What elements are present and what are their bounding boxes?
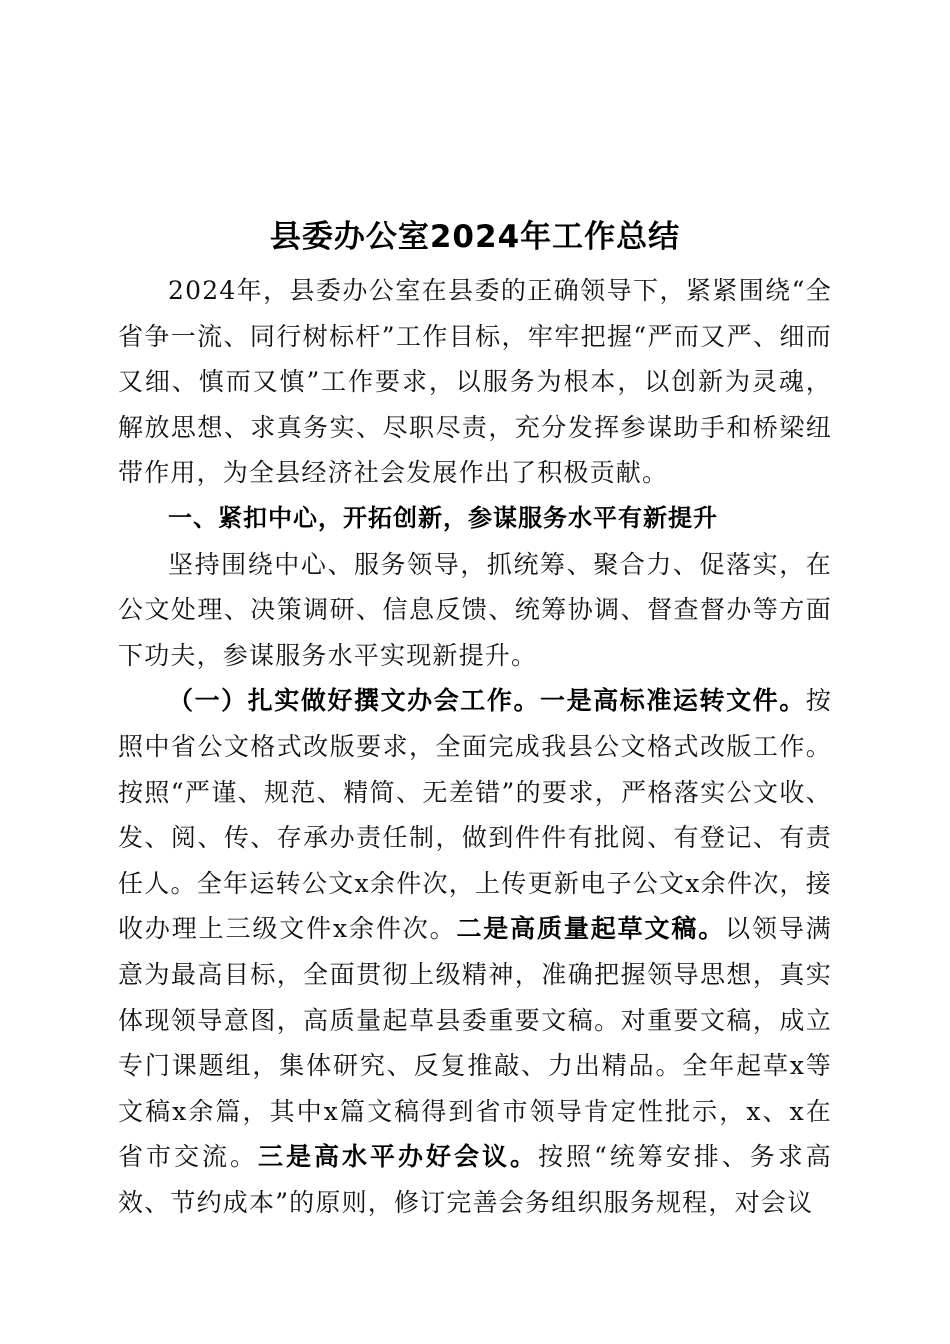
- point-3-text: 按照“统筹安排、务求高效、节约成本”的原则，修订完善会务组织服务规程，对会议: [118, 1142, 832, 1217]
- intro-paragraph: 2024年，县委办公室在县委的正确领导下，紧紧围绕“全省争一流、同行树标杆”工作目标，牢牢把握“严而又严、细而又细、慎而又慎”工作要求，以服务为根本，以创新为灵魂，解放思想、求真务实、尽职尽责，充分发挥参谋助手和桥梁纽带作用，为全县经济社会发展作出了积极贡献。: [118, 276, 832, 488]
- section-1-body: 坚持围绕中心、服务领导，抓统筹、聚合力、促落实，在公文处理、决策调研、信息反馈、统筹协调、督查督办等方面下功夫，参谋服务水平实现新提升。: [118, 549, 832, 670]
- point-1-lead: 一是高标准运转文件。: [540, 686, 806, 716]
- point-3-lead: 三是高水平办好会议。: [258, 1142, 538, 1172]
- subsection-1-lead: （一）扎实做好撰文办会工作。: [168, 686, 541, 716]
- section-1-heading: 一、紧扣中心，开拓创新，参谋服务水平有新提升: [168, 503, 718, 532]
- point-2-text: 以领导满意为最高目标，全面贯彻上级精神，准确把握领导思想，真实体现领导意图，高质量起草县委重要文稿。对重要文稿，成立专门课题组，集体研究、反复推敲、力出精品。全年起草x等文稿x余篇，其中x篇文稿得到省市领导肯定性批示，x、x在省市交流。: [118, 914, 832, 1172]
- point-1-text: 按照中省公文格式改版要求，全面完成我县公文格式改版工作。按照“严谨、规范、精简、无差错”的要求，严格落实公文收、发、阅、传、存承办责任制，做到件件有批阅、有登记、有责任人。全年运转公文x余件次，上传更新电子公文x余件次，接收办理上三级文件x余件次。: [118, 686, 832, 944]
- document-title: 县委办公室2024年工作总结: [269, 219, 681, 255]
- subsection-1-paragraph: [118, 678, 832, 1225]
- point-2-lead: 二是高质量起草文稿。: [456, 914, 726, 944]
